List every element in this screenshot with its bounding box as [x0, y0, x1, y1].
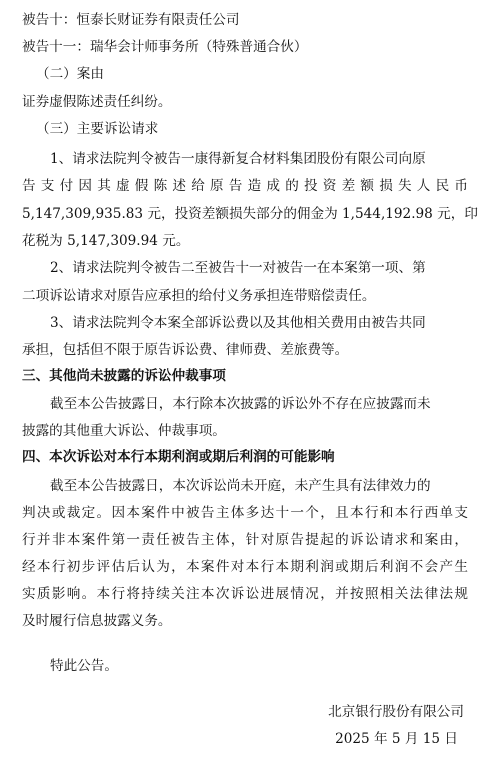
section-4-heading: 四、本次诉讼对本行本期利润或期后利润的可能影响	[22, 449, 335, 465]
signature-date: 2025 年 5 月 15 日	[335, 731, 458, 747]
claims-heading: （三）主要诉讼请求	[36, 121, 159, 137]
claim-1-line-2: 告支付因其虚假陈述给原告造成的投资差额损失人民币	[22, 178, 468, 194]
section-4-line-5: 实质影响。本行将持续关注本次诉讼进展情况，并按照相关法律法规	[22, 586, 468, 602]
closing-text: 特此公告。	[50, 658, 118, 674]
claim-2-line-1: 2、请求法院判令被告二至被告十一对被告一在本案第一项、第	[50, 260, 426, 276]
claim-2-line-2: 二项诉讼请求对原告应承担的给付义务承担连带赔偿责任。	[22, 288, 376, 304]
signature-company: 北京银行股份有限公司	[328, 704, 464, 720]
claim-1-line-3: 5,147,309,935.83 元，投资差额损失部分的佣金为 1,544,192.98 元，印	[22, 206, 478, 222]
section-3-heading: 三、其他尚未披露的诉讼仲裁事项	[22, 368, 226, 384]
defendant-10: 被告十：恒泰长财证券有限责任公司	[22, 12, 240, 28]
claim-3-line-1: 3、请求法院判令本案全部诉讼费以及其他相关费用由被告共同	[50, 315, 426, 331]
case-heading: （二）案由	[36, 66, 104, 82]
section-4-line-4: 经本行初步评估后认为，本案件对本行本期利润或期后利润不会产生	[22, 559, 468, 575]
claim-1-line-1: 1、请求法院判令被告一康得新复合材料集团股份有限公司向原	[50, 151, 426, 167]
section-4-line-2: 判决或裁定。因本案件中被告主体多达十一个，且本行和本行西单支	[22, 505, 468, 521]
case-text: 证券虚假陈述责任纠纷。	[22, 94, 172, 110]
section-4-line-1: 截至本公告披露日，本次诉讼尚未开庭，未产生具有法律效力的	[50, 478, 431, 494]
defendant-11: 被告十一：瑞华会计师事务所（特殊普通合伙）	[22, 39, 308, 55]
section-3-line-1: 截至本公告披露日，本行除本次披露的诉讼外不存在应披露而未	[50, 396, 431, 412]
claim-1-line-4: 花税为 5,147,309.94 元。	[22, 233, 190, 249]
section-3-line-2: 披露的其他重大诉讼、仲裁事项。	[22, 423, 226, 439]
section-4-line-3: 行并非本案件第一责任被告主体，针对原告提起的诉讼请求和案由，	[22, 532, 468, 548]
claim-3-line-2: 承担，包括但不限于原告诉讼费、律师费、差旅费等。	[22, 342, 349, 358]
section-4-line-6: 及时履行信息披露义务。	[22, 613, 172, 629]
